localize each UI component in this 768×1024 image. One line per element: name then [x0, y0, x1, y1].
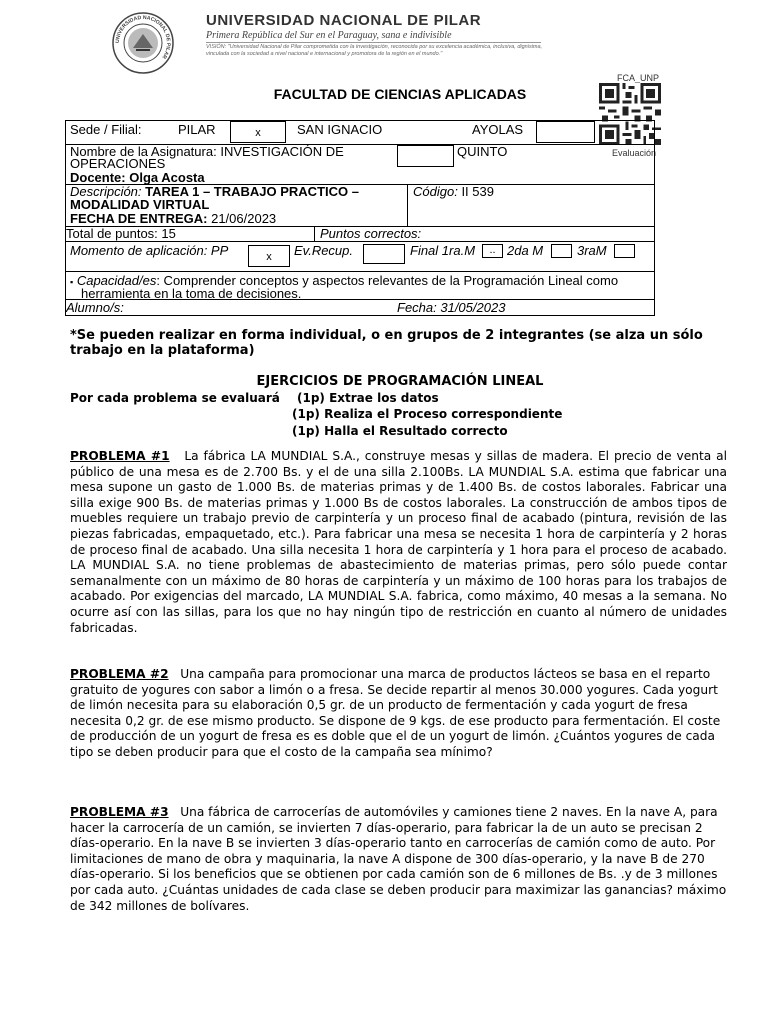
- asignatura-value-2: OPERACIONES: [70, 156, 166, 171]
- sede-ayolas-checkbox[interactable]: [536, 121, 595, 143]
- sede-pilar-mark: x: [255, 127, 261, 139]
- svg-text:UNIVERSIDAD NACIONAL DE PILAR: UNIVERSIDAD NACIONAL DE PILAR: [114, 14, 172, 60]
- university-vision: VISIÓN: "Universidad Nacional de Pilar comprometida con la investigación, reconocida por su excelencia académica, inclusiva, dignisima, vinculada con la sociedad a nivel nacional e internacional y promotora de la región en el mundo.": [206, 44, 543, 57]
- problem-3: [70, 805, 727, 914]
- asignatura-label: Nombre de la Asignatura:: [70, 144, 217, 159]
- capacidad-label: Capacidad/es: [76, 273, 157, 288]
- problem-2-label: PROBLEMA #2: [70, 667, 169, 681]
- descripcion-value-2: MODALIDAD VIRTUAL: [70, 197, 210, 212]
- final-3-checkbox[interactable]: [614, 244, 635, 258]
- final-3-label: 3raM: [577, 243, 607, 258]
- problem-3-label: PROBLEMA #3: [70, 805, 169, 819]
- total-puntos: Total de puntos: 15: [66, 226, 176, 241]
- final-2-label: 2da M: [507, 243, 544, 258]
- curso-value: QUINTO: [457, 144, 508, 159]
- section-title: EJERCICIOS DE PROGRAMACIÓN LINEAL: [256, 374, 544, 389]
- puntos-correctos: Puntos correctos:: [320, 226, 422, 241]
- problem-1-text: La fábrica LA MUNDIAL S.A., construye mesas y sillas de madera. El precio de venta al público de una mesa es de 2.700 Bs. y el de una silla 2.100Bs. LA MUNDIAL S.A. estima que fabricar una mesa supone un gasto de 1.000 Bs. de materias primas y de 1.400 Bs. de costos laborales. Fabricar una silla exige 900 Bs. de materias primas y 1.000 Bs de costos laborales. La construcción de ambos tipos de muebles requiere un trabajo previo de carpintería y un proceso final de acabado (pintura, revisión de las piezas fabricadas, empaquetado, etc.). Para fabricar una mesa se necesita 1 hora de carpintería y 2 horas de proceso final de acabado. Una silla necesita 1 hora de carpintería y 1 hora para el proceso de acabado. LA MUNDIAL S.A. no tiene problemas de abastecimiento de materias primas, pero sólo puede contar semanalmente con un máximo de 80 horas de carpintería y un máximo de 100 horas para los trabajos de acabado. Por exigencias del marcado, LA MUNDIAL S.A. fabrica, como máximo, 40 mesas a la semana. No ocurre así con las sillas, para los que no hay ningún tipo de restricción en cuanto al número de unidades fabricadas.: [70, 449, 727, 635]
- docente-label: Docente: Olga Acosta: [70, 170, 205, 185]
- evaluation-intro: Por cada problema se evaluará: [70, 391, 280, 405]
- faculty-title: FACULTAD DE CIENCIAS APLICADAS: [273, 86, 527, 102]
- codigo: [413, 185, 494, 198]
- momento-pp-mark: x: [266, 251, 272, 263]
- qr-label: FCA_UNP: [617, 73, 660, 83]
- momento-label: Momento de aplicación: PP: [70, 243, 229, 258]
- codigo-value: II 539: [461, 184, 494, 199]
- evaluation-item-3: (1p) Halla el Resultado correcto: [292, 424, 508, 438]
- fecha-entrega-value: 21/06/2023: [211, 211, 277, 226]
- sede-label: Sede / Filial:: [70, 122, 142, 137]
- ev-recup-label: Ev.Recup.: [294, 243, 354, 258]
- alumno-row: [65, 299, 655, 316]
- university-motto: Primera República del Sur en el Paraguay, sana e indivisible: [206, 30, 452, 41]
- header-divider: [206, 42, 541, 43]
- fecha-entrega-label: FECHA DE ENTREGA:: [70, 211, 208, 226]
- evaluation-item-2: (1p) Realiza el Proceso correspondiente: [292, 407, 563, 421]
- problem-2: [70, 667, 727, 761]
- problem-1-label: PROBLEMA #1: [70, 449, 170, 463]
- final-2-checkbox[interactable]: [551, 244, 572, 258]
- puntos-divider: [314, 226, 315, 241]
- university-seal-logo: [112, 12, 174, 74]
- fecha-entrega: [70, 212, 276, 225]
- capacidad-value: : Comprender conceptos y aspectos relevantes de la Programación Lineal como: [156, 273, 619, 288]
- problem-1: [70, 449, 727, 636]
- capacidad-bullet: ▪: [70, 277, 74, 287]
- descripcion-label: Descripción:: [70, 184, 142, 199]
- sede-option-ayolas: AYOLAS: [472, 122, 524, 137]
- capacidad-value-2: herramienta en la toma de decisiones.: [81, 286, 302, 301]
- descripcion-divider: [407, 184, 408, 226]
- fecha-label: Fecha: 31/05/2023: [397, 300, 506, 315]
- problem-2-text: Una campaña para promocionar una marca de productos lácteos se basa en el reparto gratuito de yogures con sabor a limón o a fresa. Se decide repartir al menos 30.000 yogures. Cada yogurt de limón necesita para su elaboración 0,5 gr. de un producto de fermentación y cada yogurt de fresa necesita 0,2 gr. de ese mismo producto. Se dispone de 9 kgs. de ese producto para fermentación. El coste de producción de un yogurt de fresa es es doble que el de un yogurt de limón. ¿Cuántos yogures de cada tipo se deben producir para que el costo de la campaña sea mínimo?: [70, 667, 721, 759]
- problem-3-text: Una fábrica de carrocerías de automóviles y camiones tiene 2 naves. En la nave A, para hacer la carrocería de un camión, se invierten 7 días-operario, para fabricar la de un auto se precisan 2 días-operario. En la nave B se invierten 3 días-operario tanto en carrocerías de camión como de auto. Por limitaciones de mano de obra y maquinaria, la nave A dispone de 300 días-operario, y la nave B de 270 días-operario. Si los beneficios que se obtienen por cada camión son de 6 millones de Bs. .y de 3 millones por cada auto. ¿Cuántas unidades de cada clase se deben producir para maximizar las ganancias? máximo de 342 millones de bolívares.: [70, 805, 727, 913]
- descripcion-value: TAREA 1 – TRABAJO PRACTICO –: [145, 184, 359, 199]
- final-1-label: Final 1ra.M: [410, 243, 476, 258]
- ev-recup-checkbox[interactable]: [363, 244, 405, 264]
- codigo-label: Código:: [413, 184, 458, 199]
- group-note: *Se pueden realizar en forma individual, o en grupos de 2 integrantes (se alza un sólo trabajo en la plataforma): [70, 328, 703, 358]
- university-name: UNIVERSIDAD NACIONAL DE PILAR: [206, 12, 482, 29]
- sede-option-pilar: PILAR: [178, 122, 216, 137]
- qr-caption: Evaluación: [612, 148, 657, 158]
- evaluation-item-1: (1p) Extrae los datos: [297, 391, 439, 405]
- final-1-mark: ..: [489, 244, 496, 256]
- sede-option-san-ignacio: SAN IGNACIO: [297, 122, 383, 137]
- asignatura-value: INVESTIGACIÓN DE: [220, 144, 344, 159]
- alumno-label: Alumno/s:: [66, 300, 124, 315]
- curso-checkbox[interactable]: [397, 145, 454, 167]
